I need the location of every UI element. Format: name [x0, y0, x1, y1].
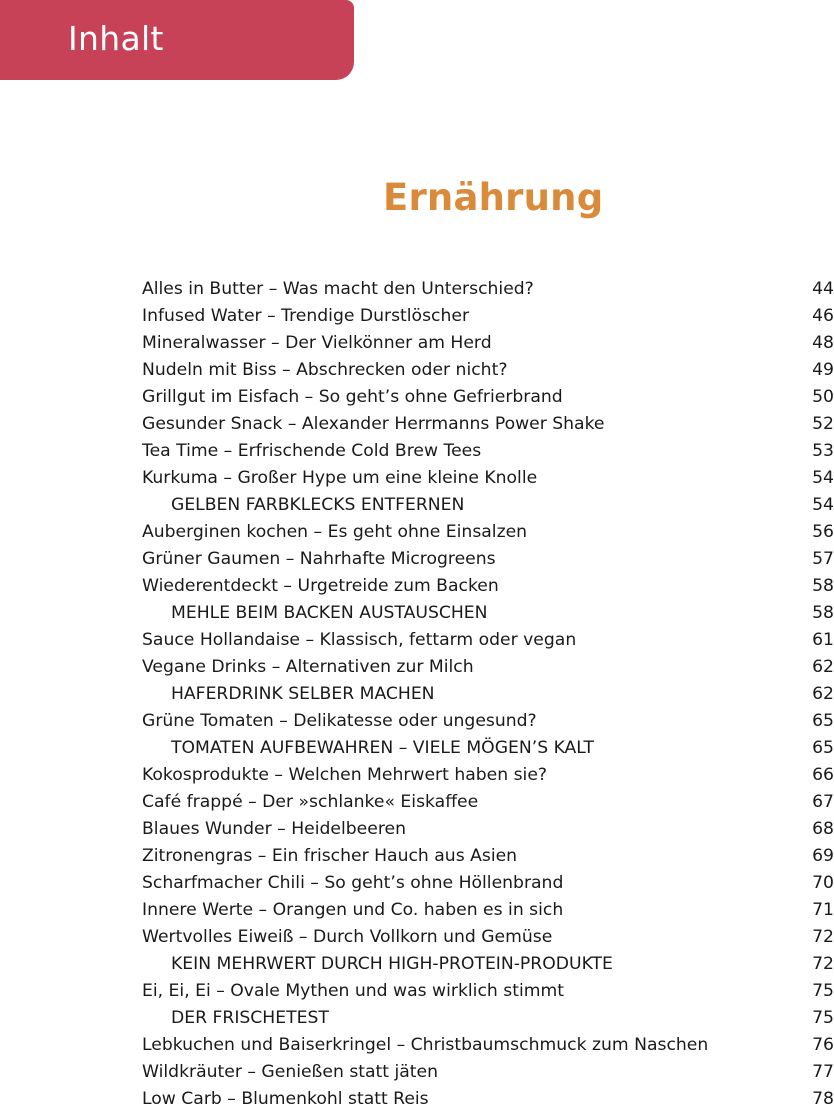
toc-page-number: 52 — [812, 414, 834, 434]
toc-entry-title: Zitronengras – Ein frischer Hauch aus Asien — [142, 846, 518, 866]
toc-entry-title: Wildkräuter – Genießen statt jäten — [142, 1062, 438, 1082]
toc-entry-title: Wiederentdeckt – Urgetreide zum Backen — [142, 576, 499, 596]
toc-page-number: 57 — [812, 549, 834, 569]
toc-page-number: 75 — [812, 981, 834, 1001]
toc-entry[interactable] — [142, 465, 834, 492]
toc-entry-title: Innere Werte – Orangen und Co. haben es in sich — [142, 900, 564, 920]
toc-page-number: 66 — [812, 765, 834, 785]
toc-entry-title: DER FRISCHETEST — [171, 1008, 329, 1028]
toc-entry[interactable] — [142, 843, 834, 870]
toc-entry[interactable] — [142, 438, 834, 465]
toc-entry[interactable] — [142, 546, 834, 573]
toc-entry-title: HAFERDRINK SELBER MACHEN — [171, 684, 435, 704]
toc-entry[interactable] — [142, 330, 834, 357]
toc-page-number: 70 — [812, 873, 834, 893]
toc-page-number: 46 — [812, 306, 834, 326]
toc-entry[interactable] — [142, 411, 834, 438]
toc-page-number: 72 — [812, 927, 834, 947]
toc-entry[interactable] — [142, 978, 834, 1005]
toc-entry[interactable] — [142, 1032, 834, 1059]
toc-entry-title: Infused Water – Trendige Durstlöscher — [142, 306, 470, 326]
toc-entry-title: Auberginen kochen – Es geht ohne Einsalzen — [142, 522, 528, 542]
toc-entry[interactable] — [142, 519, 834, 546]
page-title: Inhalt — [68, 19, 164, 58]
toc-entry-title: Gesunder Snack – Alexander Herrmanns Power Shake — [142, 414, 605, 434]
toc-page-number: 69 — [812, 846, 834, 866]
toc-entry[interactable] — [142, 789, 834, 816]
toc-entry-title: Low Carb – Blumenkohl statt Reis — [142, 1089, 429, 1109]
toc-page-number: 65 — [812, 711, 834, 731]
toc-subentry[interactable] — [142, 1005, 834, 1032]
toc-entry-title: Grüner Gaumen – Nahrhafte Microgreens — [142, 549, 496, 569]
toc-page-number: 78 — [812, 1089, 834, 1109]
toc-entry-title: Café frappé – Der »schlanke« Eiskaffee — [142, 792, 479, 812]
toc-subentry[interactable] — [142, 951, 834, 978]
toc-page-number: 44 — [812, 279, 834, 299]
toc-entry[interactable] — [142, 816, 834, 843]
toc-page-number: 76 — [812, 1035, 834, 1055]
toc-entry-title: Mineralwasser – Der Vielkönner am Herd — [142, 333, 492, 353]
toc-entry[interactable] — [142, 870, 834, 897]
toc-page-number: 62 — [812, 684, 834, 704]
toc-page-number: 71 — [812, 900, 834, 920]
toc-entry-title: GELBEN FARBKLECKS ENTFERNEN — [171, 495, 465, 515]
toc-entry-title: Ei, Ei, Ei – Ovale Mythen und was wirklich stimmt — [142, 981, 564, 1001]
toc-entry[interactable] — [142, 654, 834, 681]
toc-entry-title: Scharfmacher Chili – So geht’s ohne Höllenbrand — [142, 873, 564, 893]
toc-entry[interactable] — [142, 1059, 834, 1086]
toc-page-number: 62 — [812, 657, 834, 677]
toc-entry[interactable] — [142, 384, 834, 411]
toc-entry-title: TOMATEN AUFBEWAHREN – VIELE MÖGEN’S KALT — [171, 738, 594, 758]
toc-page-number: 61 — [812, 630, 834, 650]
toc-page-number: 49 — [812, 360, 834, 380]
toc-entry-title: Grüne Tomaten – Delikatesse oder ungesund? — [142, 711, 537, 731]
toc-entry[interactable] — [142, 762, 834, 789]
section-heading: Ernährung — [383, 176, 604, 219]
toc-page-number: 58 — [812, 576, 834, 596]
toc-entry-title: KEIN MEHRWERT DURCH HIGH-PROTEIN-PRODUKTE — [171, 954, 613, 974]
toc-page-number: 54 — [812, 468, 834, 488]
toc-entry[interactable] — [142, 357, 834, 384]
toc-page-number: 65 — [812, 738, 834, 758]
toc-entry-title: Wertvolles Eiweiß – Durch Vollkorn und Gemüse — [142, 927, 553, 947]
toc-entry-title: Vegane Drinks – Alternativen zur Milch — [142, 657, 474, 677]
toc-entry-title: Nudeln mit Biss – Abschrecken oder nicht? — [142, 360, 508, 380]
table-of-contents — [142, 276, 834, 1113]
toc-entry[interactable] — [142, 627, 834, 654]
toc-entry-title: Kokosprodukte – Welchen Mehrwert haben sie? — [142, 765, 548, 785]
toc-entry-title: Kurkuma – Großer Hype um eine kleine Knolle — [142, 468, 538, 488]
toc-page-number: 48 — [812, 333, 834, 353]
toc-entry[interactable] — [142, 897, 834, 924]
toc-page-number: 68 — [812, 819, 834, 839]
toc-entry-title: MEHLE BEIM BACKEN AUSTAUSCHEN — [171, 603, 488, 623]
toc-subentry[interactable] — [142, 492, 834, 519]
toc-entry[interactable] — [142, 573, 834, 600]
toc-entry[interactable] — [142, 708, 834, 735]
toc-page-number: 58 — [812, 603, 834, 623]
toc-entry-title: Grillgut im Eisfach – So geht’s ohne Gefrierbrand — [142, 387, 563, 407]
toc-page-number: 75 — [812, 1008, 834, 1028]
header-tab — [0, 0, 354, 80]
toc-page-number: 77 — [812, 1062, 834, 1082]
toc-page-number: 56 — [812, 522, 834, 542]
toc-subentry[interactable] — [142, 681, 834, 708]
toc-entry-title: Blaues Wunder – Heidelbeeren — [142, 819, 406, 839]
toc-entry-title: Sauce Hollandaise – Klassisch, fettarm oder vegan — [142, 630, 577, 650]
toc-page-number: 53 — [812, 441, 834, 461]
toc-entry-title: Alles in Butter – Was macht den Unterschied? — [142, 279, 534, 299]
toc-subentry[interactable] — [142, 600, 834, 627]
toc-entry[interactable] — [142, 924, 834, 951]
toc-page-number: 54 — [812, 495, 834, 515]
toc-page-number: 50 — [812, 387, 834, 407]
toc-entry[interactable] — [142, 276, 834, 303]
toc-entry-title: Tea Time – Erfrischende Cold Brew Tees — [142, 441, 482, 461]
toc-page-number: 72 — [812, 954, 834, 974]
toc-page-number: 67 — [812, 792, 834, 812]
toc-subentry[interactable] — [142, 735, 834, 762]
toc-entry[interactable] — [142, 303, 834, 330]
toc-entry-title: Lebkuchen und Baiserkringel – Christbaumschmuck zum Naschen — [142, 1035, 709, 1055]
